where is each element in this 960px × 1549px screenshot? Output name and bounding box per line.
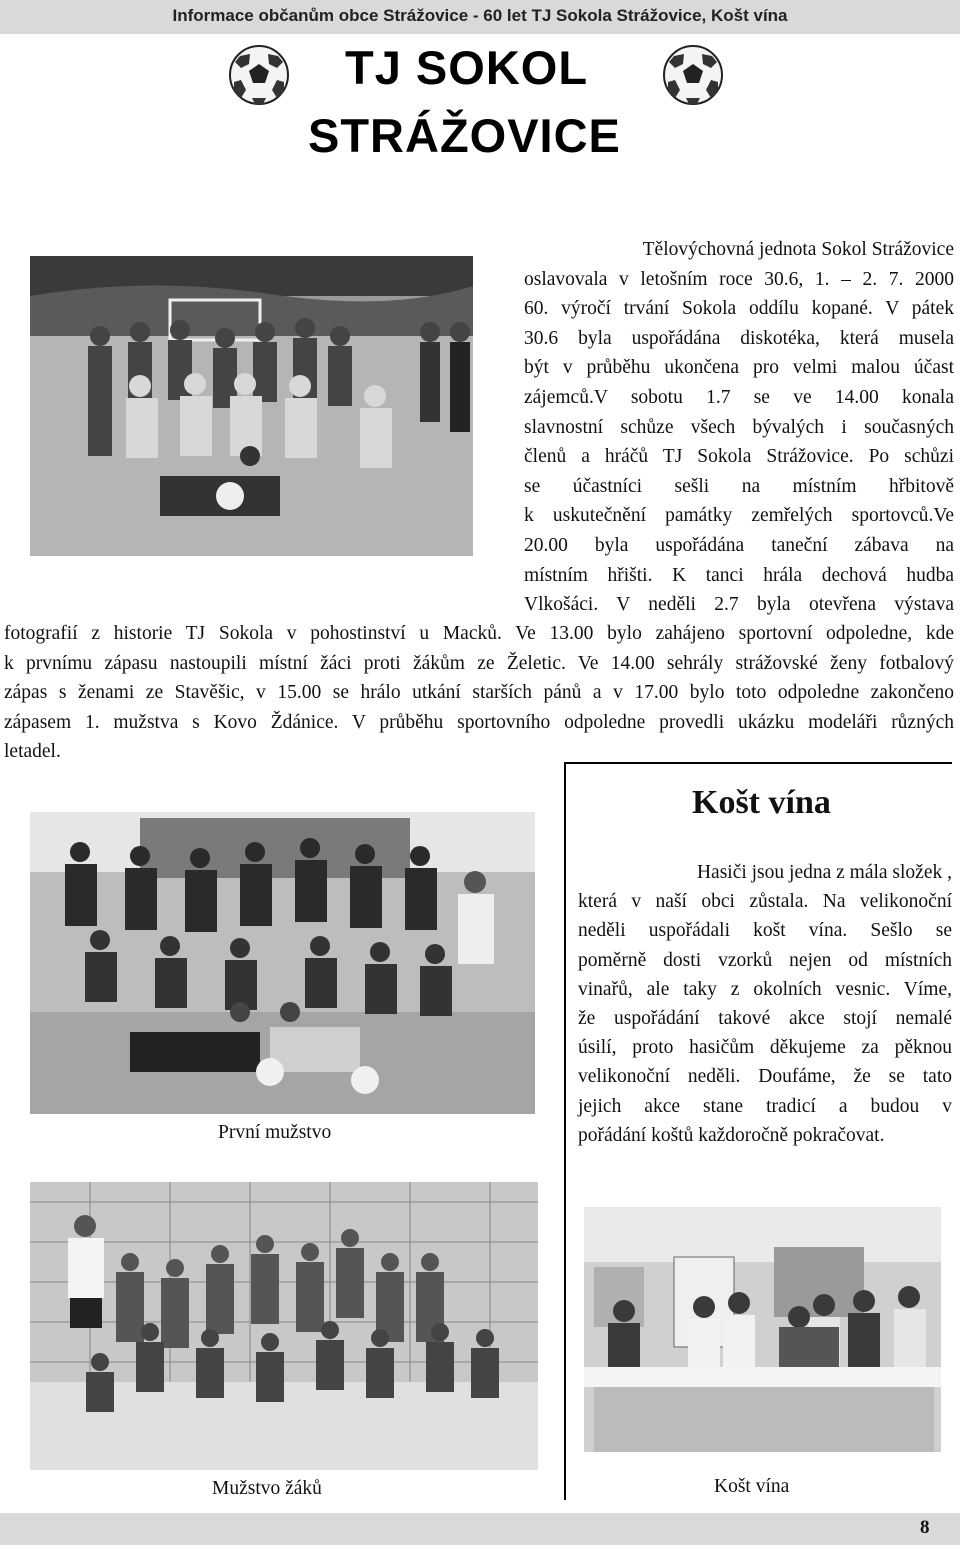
page-title-line2: STRÁŽOVICE <box>308 109 621 162</box>
article-line: letadel. <box>4 741 61 763</box>
article-line: zápas s ženami ze Stavěšic, v 15.00 se hrálo utkání starších pánů a v 17.00 bylo toto odpoledne zakončeno <box>4 682 954 704</box>
article-line: k uskutečnění památky zemřelých sportovců.Ve <box>524 505 954 527</box>
page-number: 8 <box>920 1517 930 1538</box>
article-line: být v průběhu ukončena pro velmi malou účast <box>524 357 954 379</box>
wine-tasting-photo <box>584 1207 941 1452</box>
article-line: fotografií z historie TJ Sokola v pohostinství u Macků. Ve 13.00 bylo zahájeno sportovní odpoledne, kde <box>4 623 954 644</box>
kost-line: poměrně dosti vzorků nejen od místních <box>578 949 952 971</box>
article-line: se účastníci sešli na místním hřbitově <box>524 475 954 497</box>
kost-line: že uspořádání takové akce stojí nemalé <box>578 1008 952 1030</box>
kost-line: jejich akce stane tradicí a budou v <box>578 1095 952 1117</box>
article-line: Vlkošáci. V neděli 2.7 byla otevřena výstava <box>524 594 954 616</box>
article-line: Tělovýchovná jednota Sokol Strážovice <box>642 239 954 260</box>
women-team-photo <box>30 256 473 556</box>
photo-caption-first-team: První mužstvo <box>218 1122 332 1143</box>
kost-line: neděli uspořádali košt vína. Sešlo se <box>578 920 952 942</box>
article-line: členů a hráčů TJ Sokola Strážovice. Po schůzi <box>524 446 954 468</box>
section-divider <box>564 762 952 764</box>
football-icon <box>662 44 724 106</box>
kost-line: pořádání koštů každoročně pokračovat. <box>578 1124 885 1146</box>
article-line: zápasem 1. mužstva s Kovo Ždánice. V průběhu sportovního odpoledne provedli ukázku modeláři různých <box>4 711 954 733</box>
article-line: k prvnímu zápasu nastoupili místní žáci proti žákům ze Želetic. Ve 14.00 sehrály strážovské ženy fotbalový <box>4 652 954 674</box>
article-line: oslavovala v letošním roce 30.6, 1. – 2. 7. 2000 <box>524 268 954 290</box>
article-intro-right <box>524 235 954 620</box>
article-line: 60. výročí trvání Sokola oddílu kopané. V pátek <box>524 298 954 320</box>
column-divider <box>564 762 566 1500</box>
football-icon <box>228 44 290 106</box>
footer-bar <box>0 1513 960 1545</box>
running-header: Informace občanům obce Strážovice - 60 let TJ Sokola Strážovice, Košt vína <box>172 6 788 25</box>
page-title-line1: TJ SOKOL <box>345 41 589 94</box>
photo-caption-youth-team: Mužstvo žáků <box>212 1478 322 1499</box>
article-continuation <box>4 619 954 767</box>
article-line: 20.00 byla uspořádána taneční zábava na <box>524 534 954 556</box>
article-line: slavnostní schůze všech bývalých i současných <box>524 416 954 438</box>
kost-vina-text <box>578 858 952 1150</box>
kost-line: která v naší obci zůstala. Na velikonoční <box>578 891 952 913</box>
kost-line: vinařů, ale taky z okolních vesnic. Víme, <box>578 978 952 1000</box>
article-line: 30.6 byla uspořádána diskotéka, která musela <box>524 327 954 349</box>
youth-team-photo <box>30 1182 538 1470</box>
article-line: místním hřišti. K tanci hrála dechová hudba <box>524 564 954 586</box>
kost-vina-heading: Košt vína <box>692 784 831 821</box>
kost-line: velikonoční neděli. Doufáme, že se tato <box>578 1066 952 1088</box>
first-team-photo <box>30 812 535 1114</box>
kost-line: Hasiči jsou jedna z mála složek , <box>696 862 952 883</box>
kost-line: úsilí, proto hasičům děkujeme za pěknou <box>578 1037 952 1059</box>
photo-caption-wine-tasting: Košt vína <box>714 1476 790 1497</box>
article-line: zájemců.V sobotu 1.7 se ve 14.00 konala <box>524 386 954 408</box>
